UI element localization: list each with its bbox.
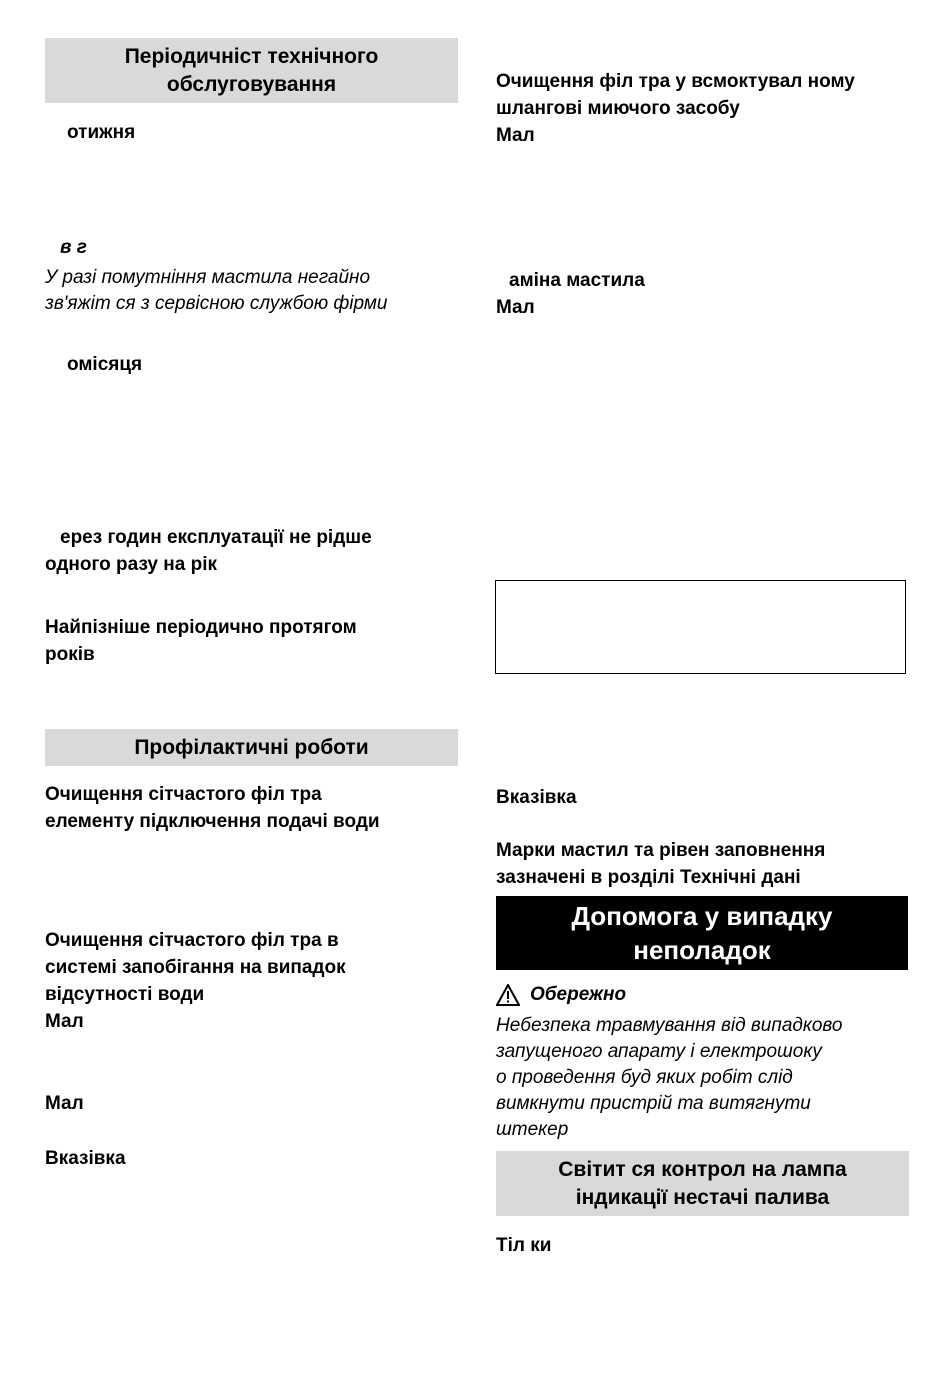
oil-note-line-1: У разі помутніння мастила негайно — [45, 267, 371, 288]
suction-filter-line-1: Очищення філ тра у всмоктувал ному — [496, 71, 855, 92]
oil-grades-line-2: зазначені в розділі Технічні дані — [496, 867, 801, 888]
filter-nowater-line-1: Очищення сітчастого філ тра в — [45, 930, 339, 951]
caution-line-5: штекер — [496, 1119, 569, 1140]
latest-label-line-1: Найпізніше періодично протягом — [45, 617, 357, 638]
hours-label-line-2: одного разу на рік — [45, 554, 217, 575]
hours-label — [45, 524, 372, 578]
figure-label-oil: Мал — [496, 297, 535, 318]
latest-label — [45, 614, 357, 668]
suction-filter-heading — [496, 68, 855, 149]
hours-label-line-1: ерез годин експлуатації не рідше — [60, 527, 372, 548]
caution-text — [496, 1013, 843, 1143]
figure-label-2: Мал — [45, 1093, 84, 1114]
caution-label: Обережно — [530, 984, 627, 1005]
note-label-left: Вказівка — [45, 1148, 126, 1169]
caution-line-3: о проведення буд яких робіт слід — [496, 1067, 793, 1088]
fuel-lamp-heading-line-1: Світит ся контрол на лампа — [558, 1157, 847, 1181]
filter-water-heading — [45, 781, 380, 835]
maintenance-heading-line-1: Періодичніст технічного — [124, 44, 379, 68]
warning-triangle-icon — [496, 984, 520, 1006]
oil-note — [45, 265, 387, 317]
filter-water-line-1: Очищення сітчастого філ тра — [45, 784, 322, 805]
monthly-label: омісяця — [67, 354, 143, 375]
caution-line-1: Небезпека травмування від випадково — [496, 1015, 843, 1036]
caution-row — [496, 981, 626, 1008]
oil-change-heading — [496, 267, 645, 321]
troubleshoot-heading-line-2: неполадок — [633, 935, 771, 965]
oil-grades-line-1: Марки мастил та рівен заповнення — [496, 840, 826, 861]
oil-change-label: аміна мастила — [509, 270, 645, 291]
filter-nowater-line-2: системі запобігання на випадок — [45, 957, 346, 978]
caution-line-4: вимкнути пристрій та витягнути — [496, 1093, 811, 1114]
wg-label: в г — [60, 237, 87, 258]
maintenance-heading — [45, 38, 458, 103]
only-label: Тіл ки — [496, 1235, 552, 1256]
troubleshoot-heading-line-1: Допомога у випадку — [571, 901, 833, 931]
weekly-label: отижня — [67, 122, 136, 143]
empty-frame-box — [495, 580, 906, 674]
preventive-heading-text: Профілактичні роботи — [134, 735, 369, 759]
maintenance-heading-line-2: обслуговування — [166, 72, 337, 96]
suction-filter-line-2: шлангові миючого засобу — [496, 98, 740, 119]
figure-label-suction: Мал — [496, 125, 535, 146]
note-label-right: Вказівка — [496, 787, 577, 808]
figure-label-1: Мал — [45, 1011, 84, 1032]
fuel-lamp-heading — [496, 1151, 909, 1216]
fuel-lamp-heading-line-2: індикації нестачі палива — [575, 1185, 830, 1209]
caution-line-2: запущеного апарату і електрошоку — [496, 1041, 822, 1062]
oil-note-line-2: зв'яжіт ся з сервісною службою фірми — [45, 293, 388, 314]
oil-grades-text — [496, 837, 825, 891]
filter-nowater-line-3: відсутності води — [45, 984, 205, 1005]
filter-nowater-heading — [45, 927, 346, 1035]
latest-label-line-2: років — [45, 644, 95, 665]
preventive-heading — [45, 729, 458, 766]
filter-water-line-2: елементу підключення подачі води — [45, 811, 380, 832]
troubleshoot-heading — [496, 896, 908, 970]
